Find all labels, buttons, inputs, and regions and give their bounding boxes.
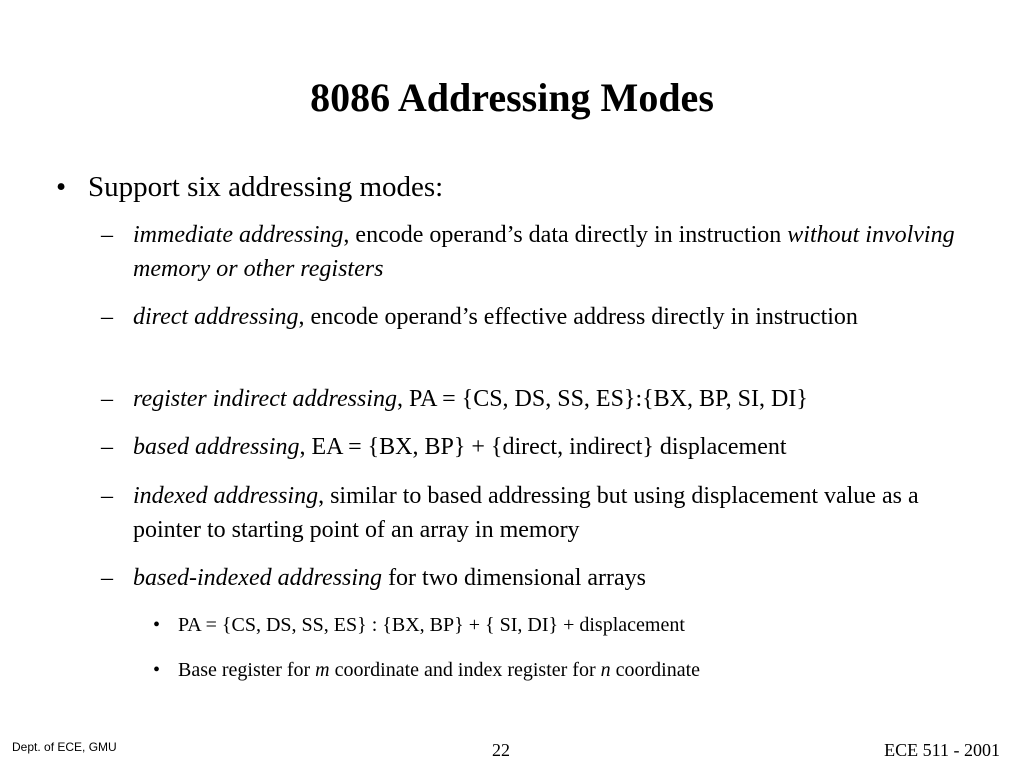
list-item-direct bbox=[101, 300, 981, 334]
footer-department: Dept. of ECE, GMU bbox=[12, 740, 117, 754]
dash-marker: – bbox=[101, 304, 113, 330]
list-item-text: register indirect addressing, PA = {CS, DS, SS, ES}:{BX, BP, SI, DI} bbox=[133, 386, 808, 412]
dash-marker: – bbox=[101, 483, 113, 509]
subitem-text: PA = {CS, DS, SS, ES} : {BX, BP} + { SI, DI} + displacement bbox=[178, 614, 685, 636]
list-item-text: based-indexed addressing for two dimensional arrays bbox=[133, 565, 646, 591]
subitem-coordinates bbox=[153, 658, 700, 682]
list-item-text: indexed addressing, similar to based addressing but using displacement value as a pointer to starting point of an array in memory bbox=[133, 483, 919, 543]
dash-marker: – bbox=[101, 565, 113, 591]
dash-marker: – bbox=[101, 386, 113, 412]
list-item-text: direct addressing, encode operand’s effective address directly in instruction bbox=[133, 304, 858, 330]
main-bullet-text: Support six addressing modes: bbox=[88, 171, 444, 203]
page-number: 22 bbox=[492, 740, 510, 760]
subitem-pa-formula bbox=[153, 613, 685, 637]
list-item-based bbox=[101, 430, 981, 464]
list-item-indexed bbox=[101, 479, 981, 547]
list-item-text: based addressing, EA = {BX, BP} + {direct, indirect} displacement bbox=[133, 434, 787, 460]
footer-course: ECE 511 - 2001 bbox=[884, 740, 1000, 760]
list-item-based-indexed bbox=[101, 561, 981, 595]
subitem-text: Base register for m coordinate and index register for n coordinate bbox=[178, 659, 701, 681]
list-item-text: immediate addressing, encode operand’s data directly in instruction without involving memory or other registers bbox=[133, 222, 955, 282]
list-item-immediate bbox=[101, 218, 981, 286]
bullet-marker: • bbox=[153, 659, 161, 681]
slide-title: 8086 Addressing Modes bbox=[310, 75, 714, 120]
bullet-marker: • bbox=[153, 614, 161, 636]
bullet-marker: • bbox=[56, 171, 67, 203]
main-bullet bbox=[56, 170, 443, 205]
dash-marker: – bbox=[101, 222, 113, 248]
list-item-register-indirect bbox=[101, 382, 981, 416]
dash-marker: – bbox=[101, 434, 113, 460]
